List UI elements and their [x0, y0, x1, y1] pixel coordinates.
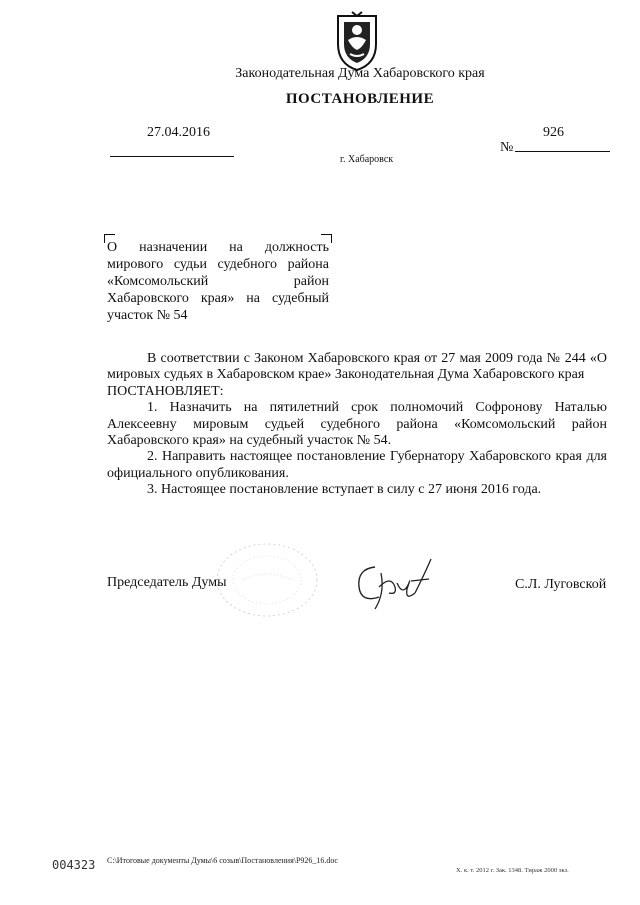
coat-of-arms-icon — [324, 10, 390, 74]
number-underline — [515, 151, 610, 152]
faint-stamp-icon — [212, 540, 322, 620]
signer-name: С.Л. Луговской — [515, 577, 607, 592]
preamble-paragraph: В соответствии с Законом Хабаровского края от 27 мая 2009 года № 244 «О мировых судьях в Хабаровском крае» Законодательная Дума Хабаровского края — [107, 351, 607, 383]
subject-block — [107, 239, 329, 324]
document-type: ПОСТАНОВЛЕНИЕ — [285, 91, 435, 107]
subject-line: мирового судьи судебного района — [107, 257, 329, 272]
subject-line: Хабаровского края» на судебный — [107, 291, 329, 306]
resolution-item: 1. Назначить на пятилетний срок полномочий Софронову Наталью Алексеевну мировым судьей судебного района «Комсомольский район Хабаровского края» на судебный участок № 54. — [107, 400, 607, 449]
resolution-item: 2. Направить настоящее постановление Губернатору Хабаровского края для официального опубликования. — [107, 449, 607, 481]
document-number: 926 — [543, 125, 564, 140]
document-code: 004323 — [52, 858, 96, 872]
organization-name: Законодательная Дума Хабаровского края — [235, 66, 485, 81]
subject-line: участок № 54 — [107, 308, 188, 323]
file-path: C:\Итоговые документы Думы\6 созыв\Постановления\Р926_16.doc — [107, 856, 338, 865]
subject-line: «Комсомольский район — [107, 274, 329, 289]
handwritten-signature-icon — [345, 553, 435, 615]
document-body — [107, 351, 607, 499]
number-label: № — [500, 140, 514, 155]
subject-line: О назначении на должность — [107, 240, 329, 255]
print-info: Х. к. т. 2012 г. Зак. 1348. Тираж 2000 экз. — [456, 867, 569, 874]
date-underline — [110, 156, 234, 157]
city-label: г. Хабаровск — [340, 154, 394, 165]
resolves-heading: ПОСТАНОВЛЯЕТ: — [107, 383, 224, 399]
resolution-item: 3. Настоящее постановление вступает в силу с 27 июня 2016 года. — [147, 482, 542, 498]
document-date: 27.04.2016 — [147, 125, 210, 140]
signer-role: Председатель Думы — [107, 575, 227, 590]
